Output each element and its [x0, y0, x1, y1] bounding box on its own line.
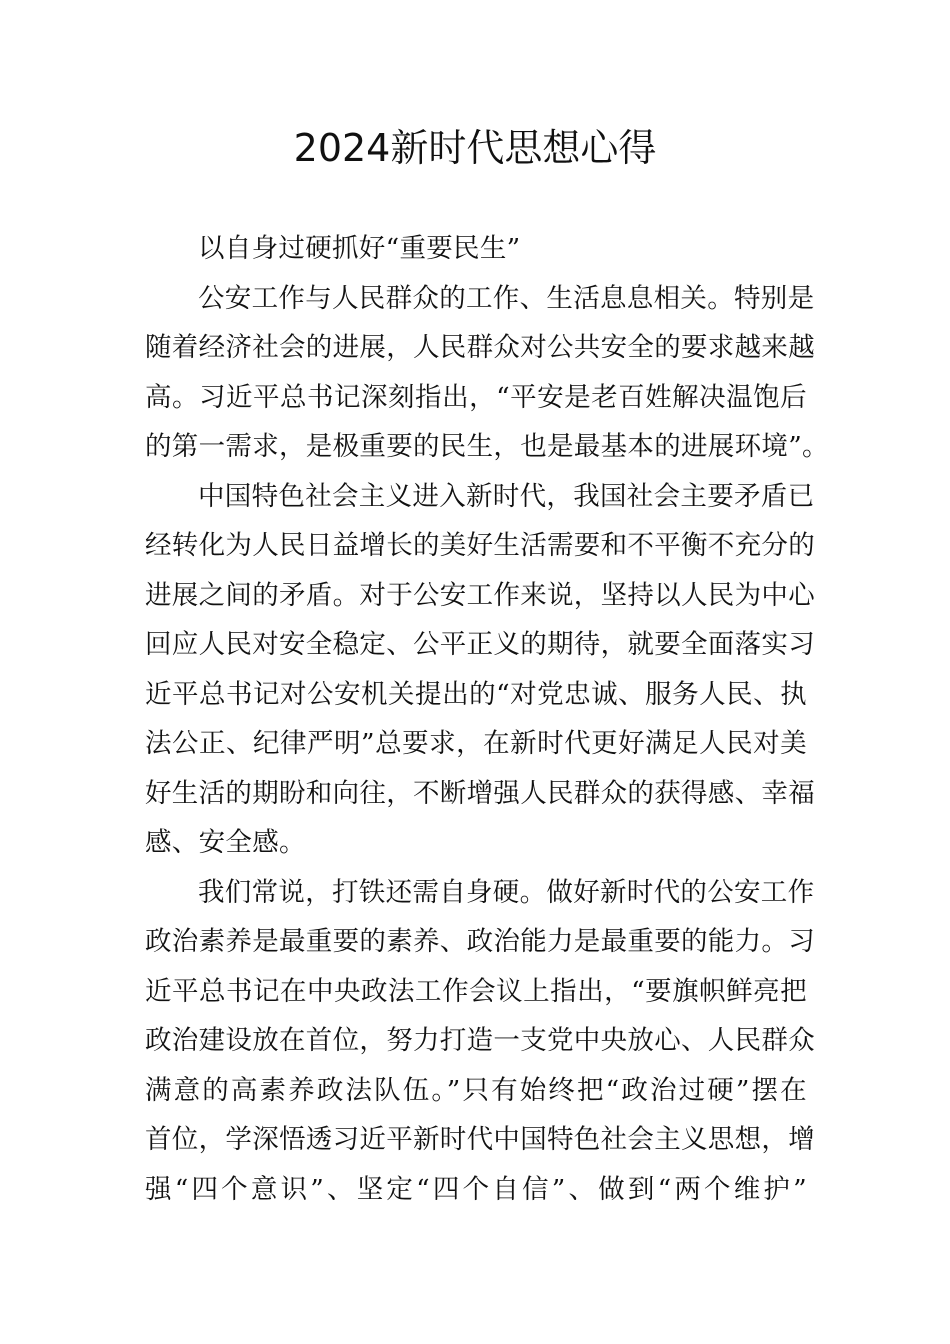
paragraph-line: 经转化为人民日益增长的美好生活需要和不平衡不充分的 — [145, 530, 815, 561]
paragraph-line: 随着经济社会的进展，人民群众对公共安全的要求越来越 — [145, 332, 815, 363]
paragraph-line: 公安工作与人民群众的工作、生活息息相关。特别是 — [198, 282, 815, 314]
paragraph-line: 政治素养是最重要的素养、政治能力是最重要的能力。习 — [145, 926, 815, 957]
paragraph-2 — [145, 472, 815, 868]
paragraph-line: 好生活的期盼和向往，不断增强人民群众的获得感、幸福 — [145, 777, 815, 809]
document-body — [145, 224, 829, 1214]
paragraph-line: 近平总书记在中央政法工作会议上指出，“要旗帜鲜亮把 — [145, 975, 807, 1007]
paragraph-line: 首位，学深悟透习近平新时代中国特色社会主义思想，增 — [145, 1124, 815, 1155]
paragraph-line: 满意的高素养政法队伍。”只有始终把“政治过硬”摆在 — [145, 1074, 807, 1106]
paragraph-line: 强“四个意识”、坚定“四个自信”、做到“两个维护” — [145, 1173, 807, 1205]
paragraph-3 — [145, 868, 815, 1215]
paragraph-line: 中国特色社会主义进入新时代，我国社会主要矛盾已 — [198, 480, 815, 512]
document-title: 2024新时代思想心得 — [293, 126, 657, 170]
paragraph-line: 高。习近平总书记深刻指出，“平安是老百姓解决温饱后 — [145, 381, 807, 413]
paragraph-line: 政治建设放在首位，努力打造一支党中央放心、人民群众 — [145, 1025, 815, 1056]
paragraph-line: 回应人民对安全稳定、公平正义的期待，就要全面落实习 — [145, 629, 815, 660]
paragraph-line: 感、安全感。 — [145, 827, 306, 858]
paragraph-line: 的第一需求，是极重要的民生，也是最基本的进展环境”。 — [145, 431, 829, 462]
document-subtitle: 以自身过硬抓好“重要民生” — [198, 233, 521, 264]
paragraph-line: 近平总书记对公安机关提出的“对党忠诚、服务人民、执 — [145, 678, 807, 710]
paragraph-line: 我们常说，打铁还需自身硬。做好新时代的公安工作 — [198, 876, 815, 908]
paragraph-line: 进展之间的矛盾。对于公安工作来说，坚持以人民为中心 — [145, 579, 815, 611]
paragraph-1 — [145, 274, 829, 472]
paragraph-line: 法公正、纪律严明”总要求，在新时代更好满足人民对美 — [145, 728, 807, 759]
